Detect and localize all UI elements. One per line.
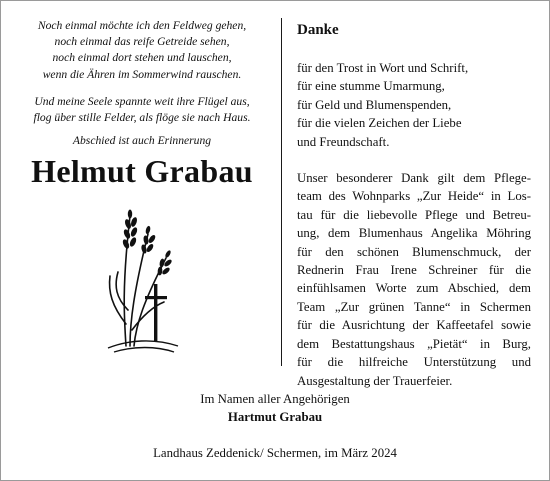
thanks-line: für die vielen Zeichen der Liebe	[297, 116, 462, 131]
poem-line: noch einmal das reife Getreide sehen,	[54, 35, 230, 49]
column-divider	[281, 18, 282, 366]
thanks-line: für Geld und Blumenspenden,	[297, 97, 452, 112]
special-thanks-line: für den schönen Blumenschmuck, der	[297, 244, 531, 259]
thanks-line: für eine stumme Umarmung,	[297, 79, 445, 94]
special-thanks-line: tau für die liebevolle Pflege und Betreu-	[297, 207, 531, 222]
poem-stanza-2	[14, 94, 270, 126]
on-behalf-line: Im Namen aller Angehörigen	[200, 392, 350, 406]
poem-stanza-1	[14, 18, 270, 83]
special-thanks-line: Unser besonderer Dank gilt dem Pflege-	[297, 171, 531, 186]
poem-line: noch einmal dort stehen und lauschen,	[52, 51, 232, 65]
special-thanks-line: Team „Zur grünen Tanne“ in Schermen	[297, 299, 531, 314]
special-thanks-line: dem Bestattungshaus „Pietät“ in Burg,	[297, 336, 531, 351]
special-thanks-line: für die hilfreiche Unterstützung und	[297, 355, 531, 370]
special-thanks-line: team des Wohnparks „Zur Heide“ in Los-	[297, 189, 531, 204]
poem-line: Und meine Seele spannte weit ihre Flügel aus,	[34, 94, 250, 108]
special-thanks-line: Ausgestaltung der Trauerfeier.	[297, 373, 453, 388]
place-date-line: Landhaus Zeddenick/ Schermen, im März 2024	[153, 446, 397, 460]
special-thanks-line: für die Ausrichtung der Kaffeetafel sowie	[297, 318, 531, 333]
special-thanks-line: ung, dem Blumenhaus Angelika Möhring	[297, 226, 531, 241]
thanks-column	[297, 20, 531, 390]
poem-line: flog über stille Felder, als flöge sie nach Haus.	[33, 111, 251, 125]
deceased-name: Helmut Grabau	[31, 153, 253, 190]
wheat-and-cross-icon	[104, 206, 180, 354]
thanks-line: für den Trost in Wort und Schrift,	[297, 61, 469, 75]
special-thanks-paragraph	[297, 169, 531, 390]
special-thanks-line: einfühlsamen Worte zum Abschied, dem	[297, 281, 531, 296]
poem-line: Noch einmal möchte ich den Feldweg gehen,	[37, 19, 247, 32]
memorial-column	[14, 18, 270, 189]
thanks-list	[297, 59, 531, 151]
poem-line: wenn die Ähren im Sommerwind rauschen.	[42, 67, 242, 81]
special-thanks-line: Rednerin Frau Irene Schreiner für die	[297, 263, 531, 278]
farewell-line: Abschied ist auch Erinnerung	[72, 134, 212, 148]
signer-name: Hartmut Grabau	[227, 410, 323, 424]
thanks-line: und Freundschaft.	[297, 134, 390, 149]
thanks-title: Danke	[297, 22, 339, 38]
